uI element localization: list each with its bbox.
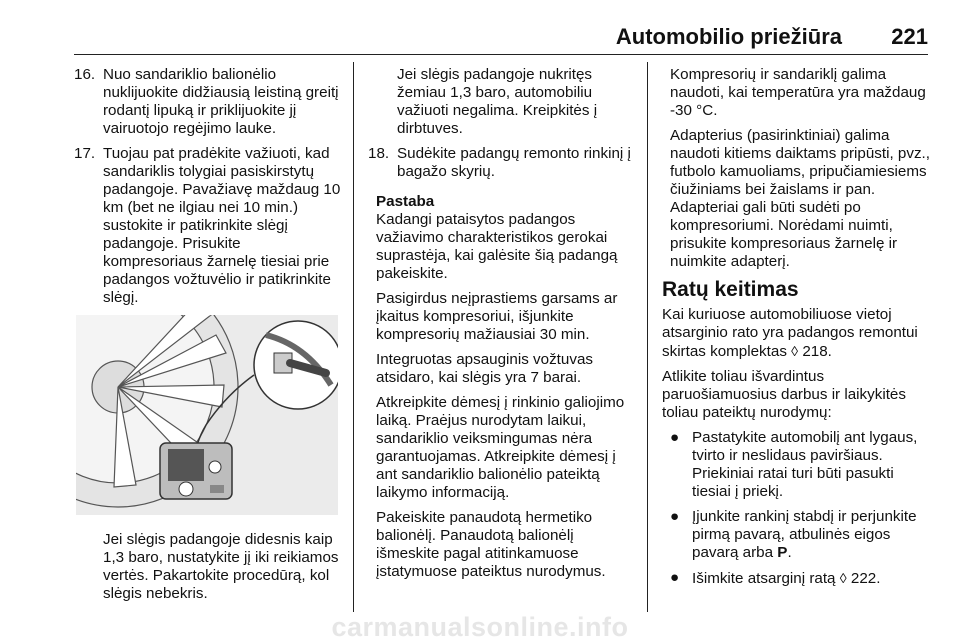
paragraph: Kompresorių ir sandariklį galima naudoti, kai temperatūra yra maždaug -30 °C. (670, 66, 926, 119)
header-rule (74, 54, 928, 55)
bullet-icon: ● (670, 508, 680, 525)
column-divider-2 (647, 62, 648, 612)
bullet-icon: ● (670, 429, 680, 446)
paragraph: Integruotas apsauginis vožtuvas atsidaro, kai slėgis yra 7 barai. (376, 351, 593, 386)
bullet-bold-text: P (777, 544, 788, 561)
column-3 (662, 66, 930, 595)
paragraph-text: Kai kuriuose automobiliuose vietoj atsarginio rato yra padangos remontui skirtas komplektas (662, 306, 918, 360)
bullet-item (662, 569, 930, 588)
page-ref-link[interactable]: 222. (850, 570, 881, 587)
page-ref-link[interactable]: 218. (802, 343, 832, 360)
step-text: Tuojau pat pradėkite važiuoti, kad sandariklis tolygiai pasiskirstytų padangoje. Pavažiavę maždaug 10 km (bet ne ilgiau nei 10 min.) sustokite ir patikrinkite slėgį padangoje. Prisukite kompresoriaus žarnelę tiesiai prie padangos vožtuvėlio ir patikrinkite slėgį. (103, 145, 341, 306)
note-heading: Pastaba (376, 193, 435, 210)
note-text: Kadangi pataisytos padangos važiavimo charakteristikos gerokai suprastėja, kai galėsite šią padangą pakeiskite. (376, 211, 618, 282)
paragraph: Adapterius (pasirinktiniai) galima naudoti kitiems daiktams pripūsti, pvz., futbolo kamuoliams, pripučiamiesiems čiužiniams bei žaislams ir pan. Adapteriai gali būti sudėti po kompresoriumi. Norėdami nuimti, prisukite kompresoriaus žarnelę ir nuimkite adapterį. (670, 127, 930, 270)
note-block (368, 193, 636, 581)
step-17 (74, 145, 342, 307)
column-2 (368, 66, 636, 588)
bullet-icon: ● (670, 569, 680, 586)
page-ref-icon: ◊ (839, 570, 847, 586)
step-number: 16. (74, 66, 96, 83)
after-image-paragraph: Jei slėgis padangoje didesnis kaip 1,3 baro, nustatykite jį iki reikiamos vertės. Pakartokite procedūrą, kol slėgis nebekris. (103, 531, 339, 602)
step-18 (368, 145, 636, 181)
bullet-text: Išimkite atsarginį ratą (692, 570, 836, 587)
bullet-item: ● Įjunkite rankinį stabdį ir perjunkite pirmą pavarą, atbulinės eigos pavarą arba P. (670, 508, 917, 561)
step-text: Sudėkite padangų remonto rinkinį į bagažo skyrių. (397, 145, 631, 180)
compressor-hose-illustration (76, 315, 338, 515)
watermark: carmanualsonline.info (331, 612, 629, 642)
page-ref-icon: ◊ (791, 343, 799, 359)
paragraph: Pakeiskite panaudotą hermetiko balionėlį. Panaudotą balionėlį išmeskite pagal atitinkamuose įstatymuose pateiktus nurodymus. (376, 509, 606, 580)
step-text: Nuo sandariklio balionėlio nuklijuokite didžiausią leistiną greitį rodantį lipuką ir priklijuokite jį vairuotojo regėjimo lauke. (103, 66, 339, 137)
column-divider-1 (353, 62, 354, 612)
page-header-title: Automobilio priežiūra (615, 24, 842, 49)
bullet-item (662, 429, 930, 501)
page-number: 221 (891, 24, 928, 49)
column-1 (74, 66, 342, 610)
bullet-text: Įjunkite rankinį stabdį ir perjunkite pirmą pavarą, atbulinės eigos pavarą arba (692, 508, 917, 561)
step-16 (74, 66, 342, 138)
step-number: 17. (74, 145, 96, 162)
paragraph: Atkreipkite dėmesį į rinkinio galiojimo laiką. Praėjus nurodytam laikui, sandariklio veiksmingumas nėra garantuojamas. Atkreipkite dėmesį į ant sandariklio balionėlio pateiktą laikymo informaciją. (376, 394, 625, 501)
paragraph (662, 306, 930, 361)
bullet-text: Pastatykite automobilį ant lygaus, tvirto ir neslidaus paviršiaus. Priekiniai ratai turi būti pasukti tiesiai į priekį. (692, 429, 918, 500)
paragraph: Pasigirdus neįprastiems garsams ar įkaitus kompresoriui, išjunkite kompresorių mažiausiai 30 min. (376, 290, 618, 343)
paragraph: Atlikite toliau išvardintus paruošiamuosius darbus ir laikykitės toliau pateiktų nurodymų: (662, 368, 906, 421)
section-title: Ratų keitimas (662, 278, 799, 301)
step-number: 18. (368, 145, 390, 162)
continued-paragraph: Jei slėgis padangoje nukritęs žemiau 1,3 baro, automobiliu važiuoti negalima. Kreipkitės į dirbtuves. (397, 66, 598, 137)
